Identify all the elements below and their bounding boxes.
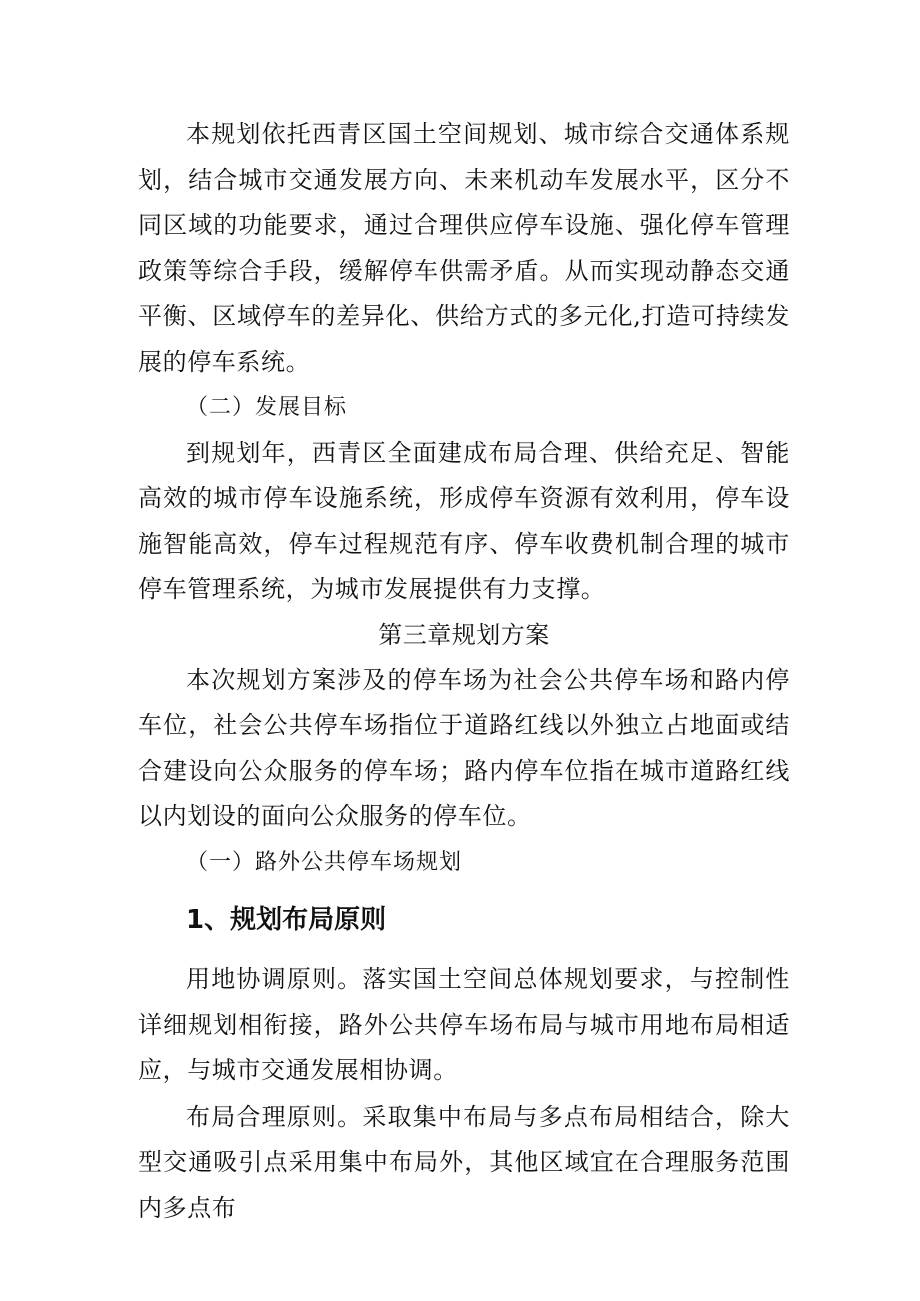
goal-paragraph: 到规划年，西青区全面建成布局合理、供给充足、智能高效的城市停车设施系统，形成停车资源有效利用，停车设施智能高效，停车过程规范有序、停车收费机制合理的城市停车管理系统，为城市发展提供有力支撑。 — [138, 438, 790, 603]
layout-paragraph: 布局合理原则。采取集中布局与多点布局相结合，除大型交通吸引点采用集中布局外，其他区域宜在合理服务范围内多点布 — [138, 1102, 790, 1222]
chapter-title: 第三章规划方案 — [378, 620, 550, 649]
land-paragraph: 用地协调原则。落实国土空间总体规划要求，与控制性详细规划相衔接，路外公共停车场布局与城市用地布局相适应，与城市交通发展相协调。 — [138, 965, 790, 1084]
section-title: 1、规划布局原则 — [186, 905, 387, 935]
document-body — [138, 112, 790, 1231]
intro-paragraph: 本规划依托西青区国土空间规划、城市综合交通体系规划，结合城市交通发展方向、未来机动车发展水平，区分不同区域的功能要求，通过合理供应停车设施、强化停车管理政策等综合手段，缓解停车供需矛盾。从而实现动静态交通平衡、区域停车的差异化、供给方式的多元化,打造可持续发展的停车系统。 — [138, 120, 790, 376]
chapter-paragraph: 本次规划方案涉及的停车场为社会公共停车场和路内停车位，社会公共停车场指位于道路红线以外独立占地面或结合建设向公众服务的停车场；路内停车位指在城市道路红线以内划设的面向公众服务的停车位。 — [138, 665, 790, 830]
offroad-heading: （一）路外公共停车场规划 — [186, 849, 463, 875]
goal-heading: （二）发展目标 — [186, 395, 348, 420]
